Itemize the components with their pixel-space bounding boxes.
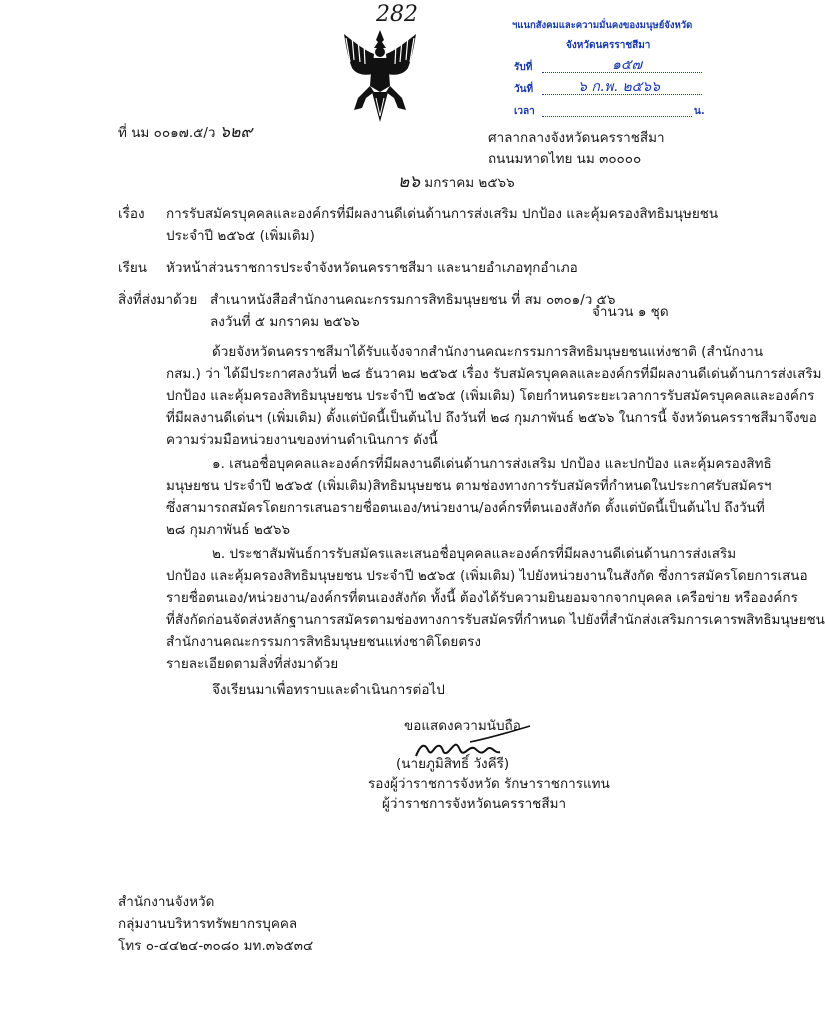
enclosure-label: สิ่งที่ส่งมาด้วย	[118, 292, 198, 308]
stamp-date-label: วันที่	[514, 84, 534, 95]
recipient-value: หัวหน้าส่วนราชการประจำจังหวัดนครราชสีมา และนายอำเภอทุกอำเภอ	[166, 260, 578, 276]
footer-division: กลุ่มงานบริหารทรัพยากรบุคคล	[118, 916, 298, 932]
receipt-stamp	[512, 12, 708, 118]
body-p2-line1: ๑. เสนอชื่อบุคคลและองค์กรที่มีผลงานดีเด่นด้านการส่งเสริม ปกป้อง และปกป้อง และคุ้มครองสิทธิ	[212, 456, 772, 472]
doc-number-hand: ๖๒๙	[219, 122, 253, 141]
doc-number-value: นม ๐๐๑๗.๕/ว	[131, 125, 220, 141]
body-p3-line5: สำนักงานคณะกรรมการสิทธิมนุษยชนแห่งชาติโดยตรง	[166, 634, 481, 650]
body-p1-line4: ที่มีผลงานดีเด่นฯ (เพิ่มเติม) ตั้งแต่บัดนี้เป็นต้นไป ถึงวันที่ ๒๘ กุมภาพันธ์ ๒๕๖๖ ในการนี้ จังหวัดนครราชสีมาจึงขอ	[166, 410, 817, 426]
subject-label: เรื่อง	[118, 206, 145, 222]
stamp-date-value: ๖ ก.พ. ๒๕๖๖	[578, 79, 660, 95]
stamp-office-line: ฯแนกสังคมและความมั่นคงของมนุษย์จังหวัด	[512, 20, 693, 31]
recipient-label: เรียน	[118, 260, 148, 276]
footer-office: สำนักงานจังหวัด	[118, 894, 215, 910]
sender-address-line1: ศาลากลางจังหวัดนครราชสีมา	[488, 130, 665, 146]
garuda-emblem-icon	[338, 28, 422, 124]
doc-date-rest: มกราคม ๒๕๖๖	[424, 175, 515, 191]
handwritten-page-number: 282	[376, 2, 418, 27]
body-p2-line3: ซึ่งสามารถสมัครโดยการเสนอรายชื่อตนเอง/หน่วยงาน/องค์กรที่ตนเองสังกัด ตั้งแต่บัดนี้เป็นต้นไป ถึงวันที่	[166, 500, 765, 516]
stamp-time-label: เวลา	[514, 106, 535, 117]
body-p3-line1: ๒. ประชาสัมพันธ์การรับสมัครและเสนอชื่อบุคคลและองค์กรที่มีผลงานดีเด่นด้านการส่งเสริม	[212, 546, 737, 562]
body-p4: รายละเอียดตามสิ่งที่ส่งมาด้วย	[166, 656, 339, 672]
enclosure-qty: จำนวน ๑ ชุด	[592, 304, 669, 320]
body-p1-line5: ความร่วมมือหน่วยงานของท่านดำเนินการ ดังนี้	[166, 432, 438, 448]
body-p3-line3: รายชื่อตนเอง/หน่วยงาน/องค์กรที่ตนเองสังกัด ทั้งนี้ ต้องได้รับความยินยอมจากจากบุคคล เครือข่าย หรือองค์กร	[166, 590, 798, 606]
signature-name: (นายภูมิสิทธิ์ วังคีรี)	[396, 756, 510, 772]
footer-phone: โทร ๐-๔๔๒๔-๓๐๘๐ มท.๓๖๕๓๔	[118, 938, 314, 954]
body-p1-line2: กสม.) ว่า ได้มีประกาศลงวันที่ ๒๘ ธันวาคม ๒๕๖๕ เรื่อง รับสมัครบุคคลและองค์กรที่มีผลงานดีเด่นด้านการส่งเสริม	[166, 366, 822, 382]
sender-address-line2: ถนนมหาดไทย นม ๓๐๐๐๐	[488, 151, 642, 167]
body-p2-line4: ๒๘ กุมภาพันธ์ ๒๕๖๖	[166, 522, 291, 538]
signature-position2: ผู้ว่าราชการจังหวัดนครราชสีมา	[382, 796, 567, 812]
subject-line1: การรับสมัครบุคคลและองค์กรที่มีผลงานดีเด่นด้านการส่งเสริม ปกป้อง และคุ้มครองสิทธิมนุษยชน	[166, 206, 719, 222]
doc-date	[398, 172, 515, 193]
body-closing: จึงเรียนมาเพื่อทราบและดำเนินการต่อไป	[212, 682, 445, 698]
doc-number-label: ที่	[118, 125, 127, 141]
subject-line2: ประจำปี ๒๕๖๕ (เพิ่มเติม)	[166, 228, 315, 244]
body-p2-line2: มนุษยชน ประจำปี ๒๕๖๕ (เพิ่มเติม)สิทธิมนุษยชน ตามช่องทางการรับสมัครที่กำหนดในประกาศรับสมัครฯ	[166, 478, 772, 494]
enclosure-line1: สำเนาหนังสือสำนักงานคณะกรรมการสิทธิมนุษยชน ที่ สม ๐๓๐๑/ว ๕๖	[210, 292, 616, 308]
signature-regards: ขอแสดงความนับถือ	[404, 718, 521, 734]
stamp-no-value: ๑๕๗	[612, 57, 643, 73]
stamp-province-line: จังหวัดนครราชสีมา	[566, 40, 651, 51]
doc-number	[118, 122, 252, 143]
body-p1-line1: ด้วยจังหวัดนครราชสีมาได้รับแจ้งจากสำนักงานคณะกรรมการสิทธิมนุษยชนแห่งชาติ (สำนักงาน	[212, 344, 764, 360]
stamp-time-unit: น.	[694, 106, 705, 117]
enclosure-line2: ลงวันที่ ๕ มกราคม ๒๕๖๖	[210, 314, 360, 330]
signature-position1: รองผู้ว่าราชการจังหวัด รักษาราชการแทน	[368, 776, 610, 792]
stamp-no-label: รับที่	[514, 62, 533, 73]
body-p3-line4: ที่สังกัดก่อนจัดส่งหลักฐานการสมัครตามช่องทางการรับสมัครที่กำหนด ไปยังที่สำนักส่งเสริมการเคารพสิทธิมนุษยชน	[166, 612, 825, 628]
body-p3-line2: ปกป้อง และคุ้มครองสิทธิมนุษยชน ประจำปี ๒๕๖๕ (เพิ่มเติม) ไปยังหน่วยงานในสังกัด ซึ่งการสมัครโดยการเสนอ	[166, 568, 808, 584]
body-p1-line3: ปกป้อง และคุ้มครองสิทธิมนุษยชน ประจำปี ๒๕๖๕ (เพิ่มเติม) โดยกำหนดระยะเวลาการรับสมัครบุคคลและองค์กร	[166, 388, 815, 404]
doc-date-day: ๒๖	[398, 172, 420, 192]
